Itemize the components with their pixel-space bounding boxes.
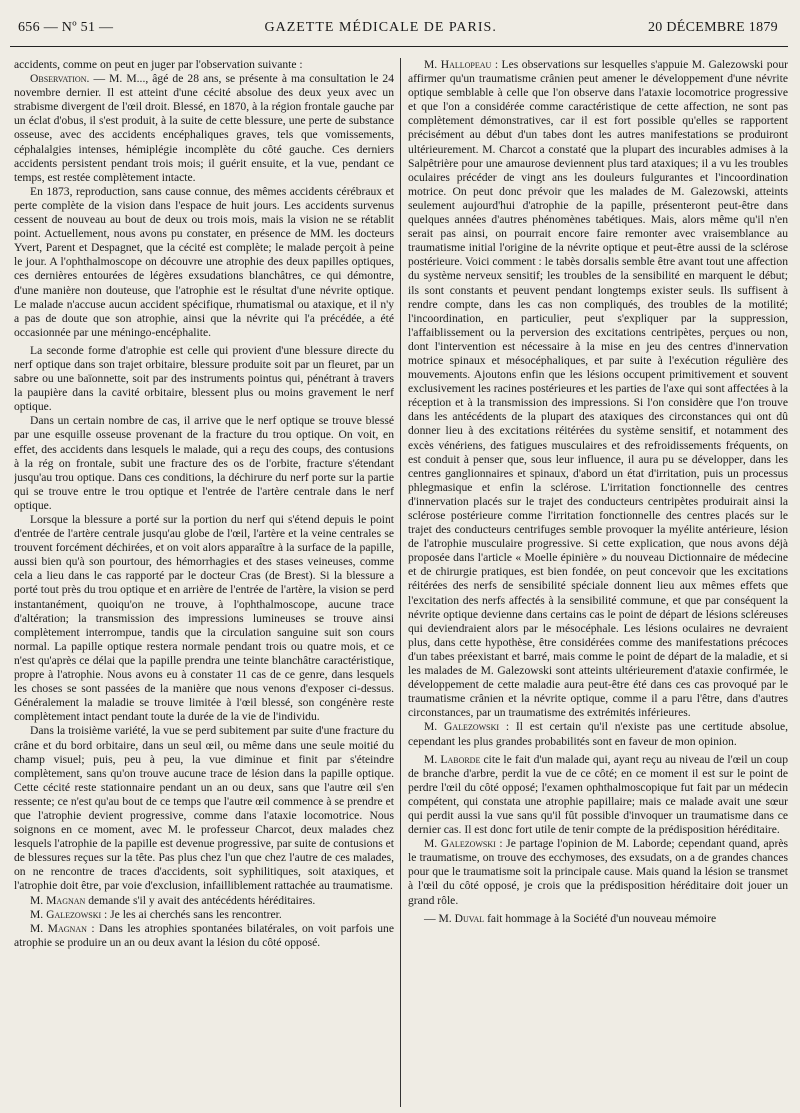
paragraph bbox=[408, 912, 788, 926]
page-header bbox=[18, 20, 778, 42]
paragraph-text: fait hommage à la Société d'un nouveau mémoire bbox=[484, 911, 717, 925]
paragraph bbox=[408, 58, 788, 720]
paragraph-text: : Je les ai cherchés sans les rencontrer. bbox=[101, 907, 282, 921]
speaker-name: M. Galezowski bbox=[424, 837, 496, 851]
issue-date: 20 DÉCEMBRE 1879 bbox=[647, 20, 778, 35]
paragraph-text: : Les observations sur lesquelles s'appuie M. Galezowski pour affirmer qu'un traumatisme crânien peut amener le développement d'une névrite optique semblable à celle que l'on observe dans l'ataxie locomotrice progressive et que l'on a considérée comme caractéristique de cette affection, ne sont pas complètement démonstratives, car il est fort possible qu'elles se rapportent précisément au début d'un tabes dont les autres manifestations se produiront ultérieurement. M. Charcot a constaté que la plupart des incurables admises à la Salpêtrière pour une amaurose deviennent plus tard ataxiques; il a vu les troubles oculaires précéder de vingt ans les douleurs fulgurantes et l'incoordination motrice. On peut donc prévoir que les malades de M. Galezowski, atteints seulement aujourd'hui d'atrophie de la papille, présenteront peut-être dans quelques années d'autres phénomènes tabétiques. Mais, alors même qu'il n'en serait pas ainsi, on pourrait encore faire remonter avec vraisemblance au traumatisme initial l'origine de la névrite optique et peut-être aussi de la sclérose postérieure. Voici comment : le tabès dorsalis semble être avant tout une affection du système nerveux sensitif; les troubles de la sensibilité en marquent le début; ils sont constants et peuvent pendant longtemps exister seuls. Ils suffisent à rendre compte, dans les cas non compliqués, des troubles de la motilité; l'incoordination, en particulier, peut s'expliquer par la suppression, l'affaiblissement ou la perversion des excitations centripètes, perçues ou non, dont l'intervention est nécessaire à la mise en jeu des centres d'innervation motrice spinaux et mésocéphaliques, et par suite à l'exécution régulière des mouvements. Ajoutons enfin que les lésions occupent primitivement et souvent exclusivement les racines postérieures et les parties de l'axe qui sont affectées à la réception et à la transmission des impressions. Si l'on considère que l'on trouve dans les antécédents de la plupart des ataxiques des circonstances qui ont dû donner lieu à des excitations réitérées du système sensitif, et notamment des excès vénériens, des fatigues musculaires et des refroidissements fréquents, on est conduit à penser que, sous leur influence, il aura pu se développer, dans les centres ganglionnaires et spinaux, d'abord un état d'irritation, puis un processus phlegmasique et enfin la sclérose. L'irritation fonctionnelle des centres d'innervation placés sur le trajet des conducteurs centripètes produirait ainsi la sclérose postérieure comme l'irritation fonctionnelle des centres placés sur le trajet des conducteurs centrifuges semble provoquer la myélite antérieure, lésion de l'atrophie musculaire progressive. Si cette explication, que nous avons déjà proposée dans l'article « Moelle épinière » du nouveau Dictionnaire de médecine et de chirurgie pratiques, est bien fondée, on peut concevoir que les excitations réitérées des nerfs de sensibilité spéciale donnent lieu aux mêmes effets que l'excitation des nerfs affectés à la sensibilité commune, et que par conséquent la névrite optique devienne dans certains cas le point de départ de lésions scléreuses qui deviendraient alors par le mésocéphale. Les lésions oculaires ne devraient plus, dans cette hypothèse, être considérées comme des manifestations précoces d'un tabes préexistant et barré, mais comme le point de départ de la maladie, et si les malades de M. Galezowski sont atteints ultérieurement d'ataxie confirmée, le développement de cette maladie aura peut-être été dans ces cas provoqué par le traumatisme crânien et la névrite optique, comme il a paru l'être, dans d'autres circonstances, par un traumatisme des extrémités inférieures. bbox=[408, 58, 788, 720]
paragraph-text: — M. M..., âgé de 28 ans, se présente à ma consultation le 24 novembre dernier. Il est atteint d'une cécité absolue des deux yeux avec un strabisme divergent de l'œil droit. Blessé, en 1870, à la région frontale gauche par un éclat d'obus, il s'est produit, à la suite de cette blessure, une perte de substance osseuse, avec des accidents encéphaliques graves, tels que vomissements, céphalalgies intenses, hémiplégie incomplète du côté gauche. Ces derniers accidents persistent pendant trois mois; il guérit ensuite, et la vue, pendant ce temps, est restée complètement intacte. bbox=[14, 72, 394, 184]
paragraph-text: : Il est certain qu'il n'existe pas une certitude absolue, cependant les plus grandes probabilités sont en faveur de mon opinion. bbox=[408, 720, 788, 748]
paragraph-text: : Dans les atrophies spontanées bilatérales, on voit parfois une atrophie se produire un an ou deux avant la lésion du côté opposé. bbox=[14, 921, 394, 949]
paragraph: En 1873, reproduction, sans cause connue, des mêmes accidents cérébraux et perte complète de la vision dans l'espace de huit jours. Les accidents survenus cessent de nouveau au bout de deux ou trois mois, mais la vision ne se rétablit point. Actuellement, nous avons pu constater, en présence de MM. les docteurs Yvert, Parent et Despagnet, que la cécité est complète; le malade perçoit à peine le jour. A l'ophthalmoscope on découvre une atrophie des deux papilles optiques, ces dernières entourées de légères exsudations blanchâtres, ce qui démontre, d'une manière non douteuse, que l'atrophie est le résultat d'une névrite optique. Le malade n'accuse aucun accident spécifique, rhumatismal ou ataxique, et il n'y a pas de doute que son atrophie, ainsi que la névrite qui l'a précédée, a été occasionnée par une méningo-encéphalite. bbox=[14, 184, 394, 339]
paragraph bbox=[14, 908, 394, 922]
paragraph-text: cite le fait d'un malade qui, ayant reçu au niveau de l'œil un coup de branche d'arbre, perdit la vue de ce côté; en ce moment il est sur le point de perdre l'œil du côté opposé; l'examen ophthalmoscopique fut fait par un médecin compétent, qui constata une atrophie papillaire; mais ce malade avait une sœur qui perdit aussi la vue sans qu'il fût possible d'invoquer un traumatisme dans ce dernier cas. Il est donc fort utile de tenir compte de la prédisposition héréditaire. bbox=[408, 752, 788, 837]
paragraph bbox=[408, 720, 788, 748]
paragraph: Dans la troisième variété, la vue se perd subitement par suite d'une fracture du crâne et du bord orbitaire, dans un seul œil, ou même dans une seule moitié du champ visuel; puis, peu à peu, la vue diminue et finit par s'éteindre complètement, sans qu'on trouve aucune trace de lésion dans la papille optique. Cette cécité reste stationnaire pendant un an ou deux, sans que l'autre œil s'en ressente; ce n'est qu'au bout de ce temps que l'autre œil commence à se prendre et que l'atrophie devient progressive, comme dans l'ataxie locomotrice. Nous soignons en ce moment, avec M. le professeur Charcot, deux malades chez lesquels l'atrophie de la papille est devenue progressive, par suite de contusions et de blessures reçues sur la tête. Pas plus chez l'un que chez l'autre de ces malades, on ne rencontre de traces d'accidents, soit syphilitiques, soit ataxiques, et l'atrophie doit être, par voie d'exclusion, infailliblement rattachée au traumatisme. bbox=[14, 724, 394, 893]
journal-title: GAZETTE MÉDICALE DE PARIS. bbox=[264, 20, 497, 35]
page-number: 656 — Nº 51 — bbox=[18, 20, 114, 35]
paragraph: La seconde forme d'atrophie est celle qui provient d'une blessure directe du nerf optique dans son trajet orbitaire, blessure produite soit par un fleuret, par un sabre ou une baïonnette, soit par des instruments pointus qui, pénétrant à travers la paupière dans la cavité orbitaire, blessent plus ou moins gravement le nerf optique. bbox=[14, 343, 394, 414]
paragraph: Lorsque la blessure a porté sur la portion du nerf qui s'étend depuis le point d'entrée de l'artère centrale jusqu'au globe de l'œil, l'artère et la veine centrales se trouvent forcément déchirées, et on voit alors apparaître à la surface de la papille, aussi bien qu'à son pourtour, des hémorrhagies et des stases veineuses, comme cela a lieu dans le cas rapporté par le docteur Cras (de Brest). Si la blessure a porté tout près du trou optique et en arrière de l'entrée de l'artère, la vision se perd instantanément, quoiqu'on ne trouve, à l'ophthalmoscope, aucune trace d'altération; la transmission des impressions lumineuses se trouve ainsi complètement interrompue, tandis que la circulation sanguine suit son cours normal. La papille optique restera normale pendant trois ou quatre mois, et ce n'est qu'après ce délai que la papille prendra une teinte blanchâtre caractéristique, propre à l'atrophie. Nous avons eu à constater 11 cas de ce genre, dans lesquels les choses se sont passées de la manière que nous venons d'exposer ci-dessus. Généralement la maladie se trouve limitée à l'œil blessé, son congénère reste complètement intact pendant toute la durée de la vie de l'individu. bbox=[14, 513, 394, 724]
speaker-name: M. Galezowski bbox=[30, 907, 102, 921]
paragraph bbox=[14, 922, 394, 950]
observation-label: Observation. bbox=[30, 72, 90, 86]
paragraph: accidents, comme on peut en juger par l'observation suivante : bbox=[14, 58, 303, 71]
paragraph bbox=[408, 753, 788, 838]
right-column bbox=[408, 58, 788, 1113]
speaker-name: M. Magnan bbox=[30, 921, 87, 935]
paragraph bbox=[14, 72, 394, 185]
paragraph bbox=[14, 894, 394, 908]
speaker-name: M. Magnan bbox=[30, 893, 86, 907]
speaker-name: — M. Duval bbox=[424, 911, 485, 925]
left-column bbox=[14, 58, 394, 1113]
paragraph-text: demande s'il y avait des antécédents héréditaires. bbox=[85, 893, 316, 907]
speaker-name: M. Laborde bbox=[424, 752, 481, 766]
header-rule bbox=[10, 46, 788, 47]
speaker-name: M. Hallopeau bbox=[424, 58, 492, 71]
text-columns bbox=[14, 58, 788, 1113]
paragraph bbox=[408, 837, 788, 907]
speaker-name: M. Galezowski bbox=[424, 720, 500, 734]
paragraph: Dans un certain nombre de cas, il arrive que le nerf optique se trouve blessé par une esquille osseuse provenant de la fracture du trou optique. On voit, en effet, des accidents dans lesquels le malade, qui a reçu des coups, des contusions à la rég on frontale, subit une fracture des os de l'orbite, fracture s'étendant jusqu'au trou optique. Dans ces conditions, la déchirure du nerf porte sur la partie qui se trouve entre le trou optique et l'entrée de l'artère centrale dans le nerf optique. bbox=[14, 414, 394, 512]
paragraph-text: : Je partage l'opinion de M. Laborde; cependant quand, après le traumatisme, on trouve des ecchymoses, des exsudats, on a de grandes chances pour que le traumatisme soit la principale cause. Mais quand la lésion se transmet à l'œil du côté opposé, je crois que la prédisposition héréditaire doit jouer un grand rôle. bbox=[408, 837, 788, 907]
